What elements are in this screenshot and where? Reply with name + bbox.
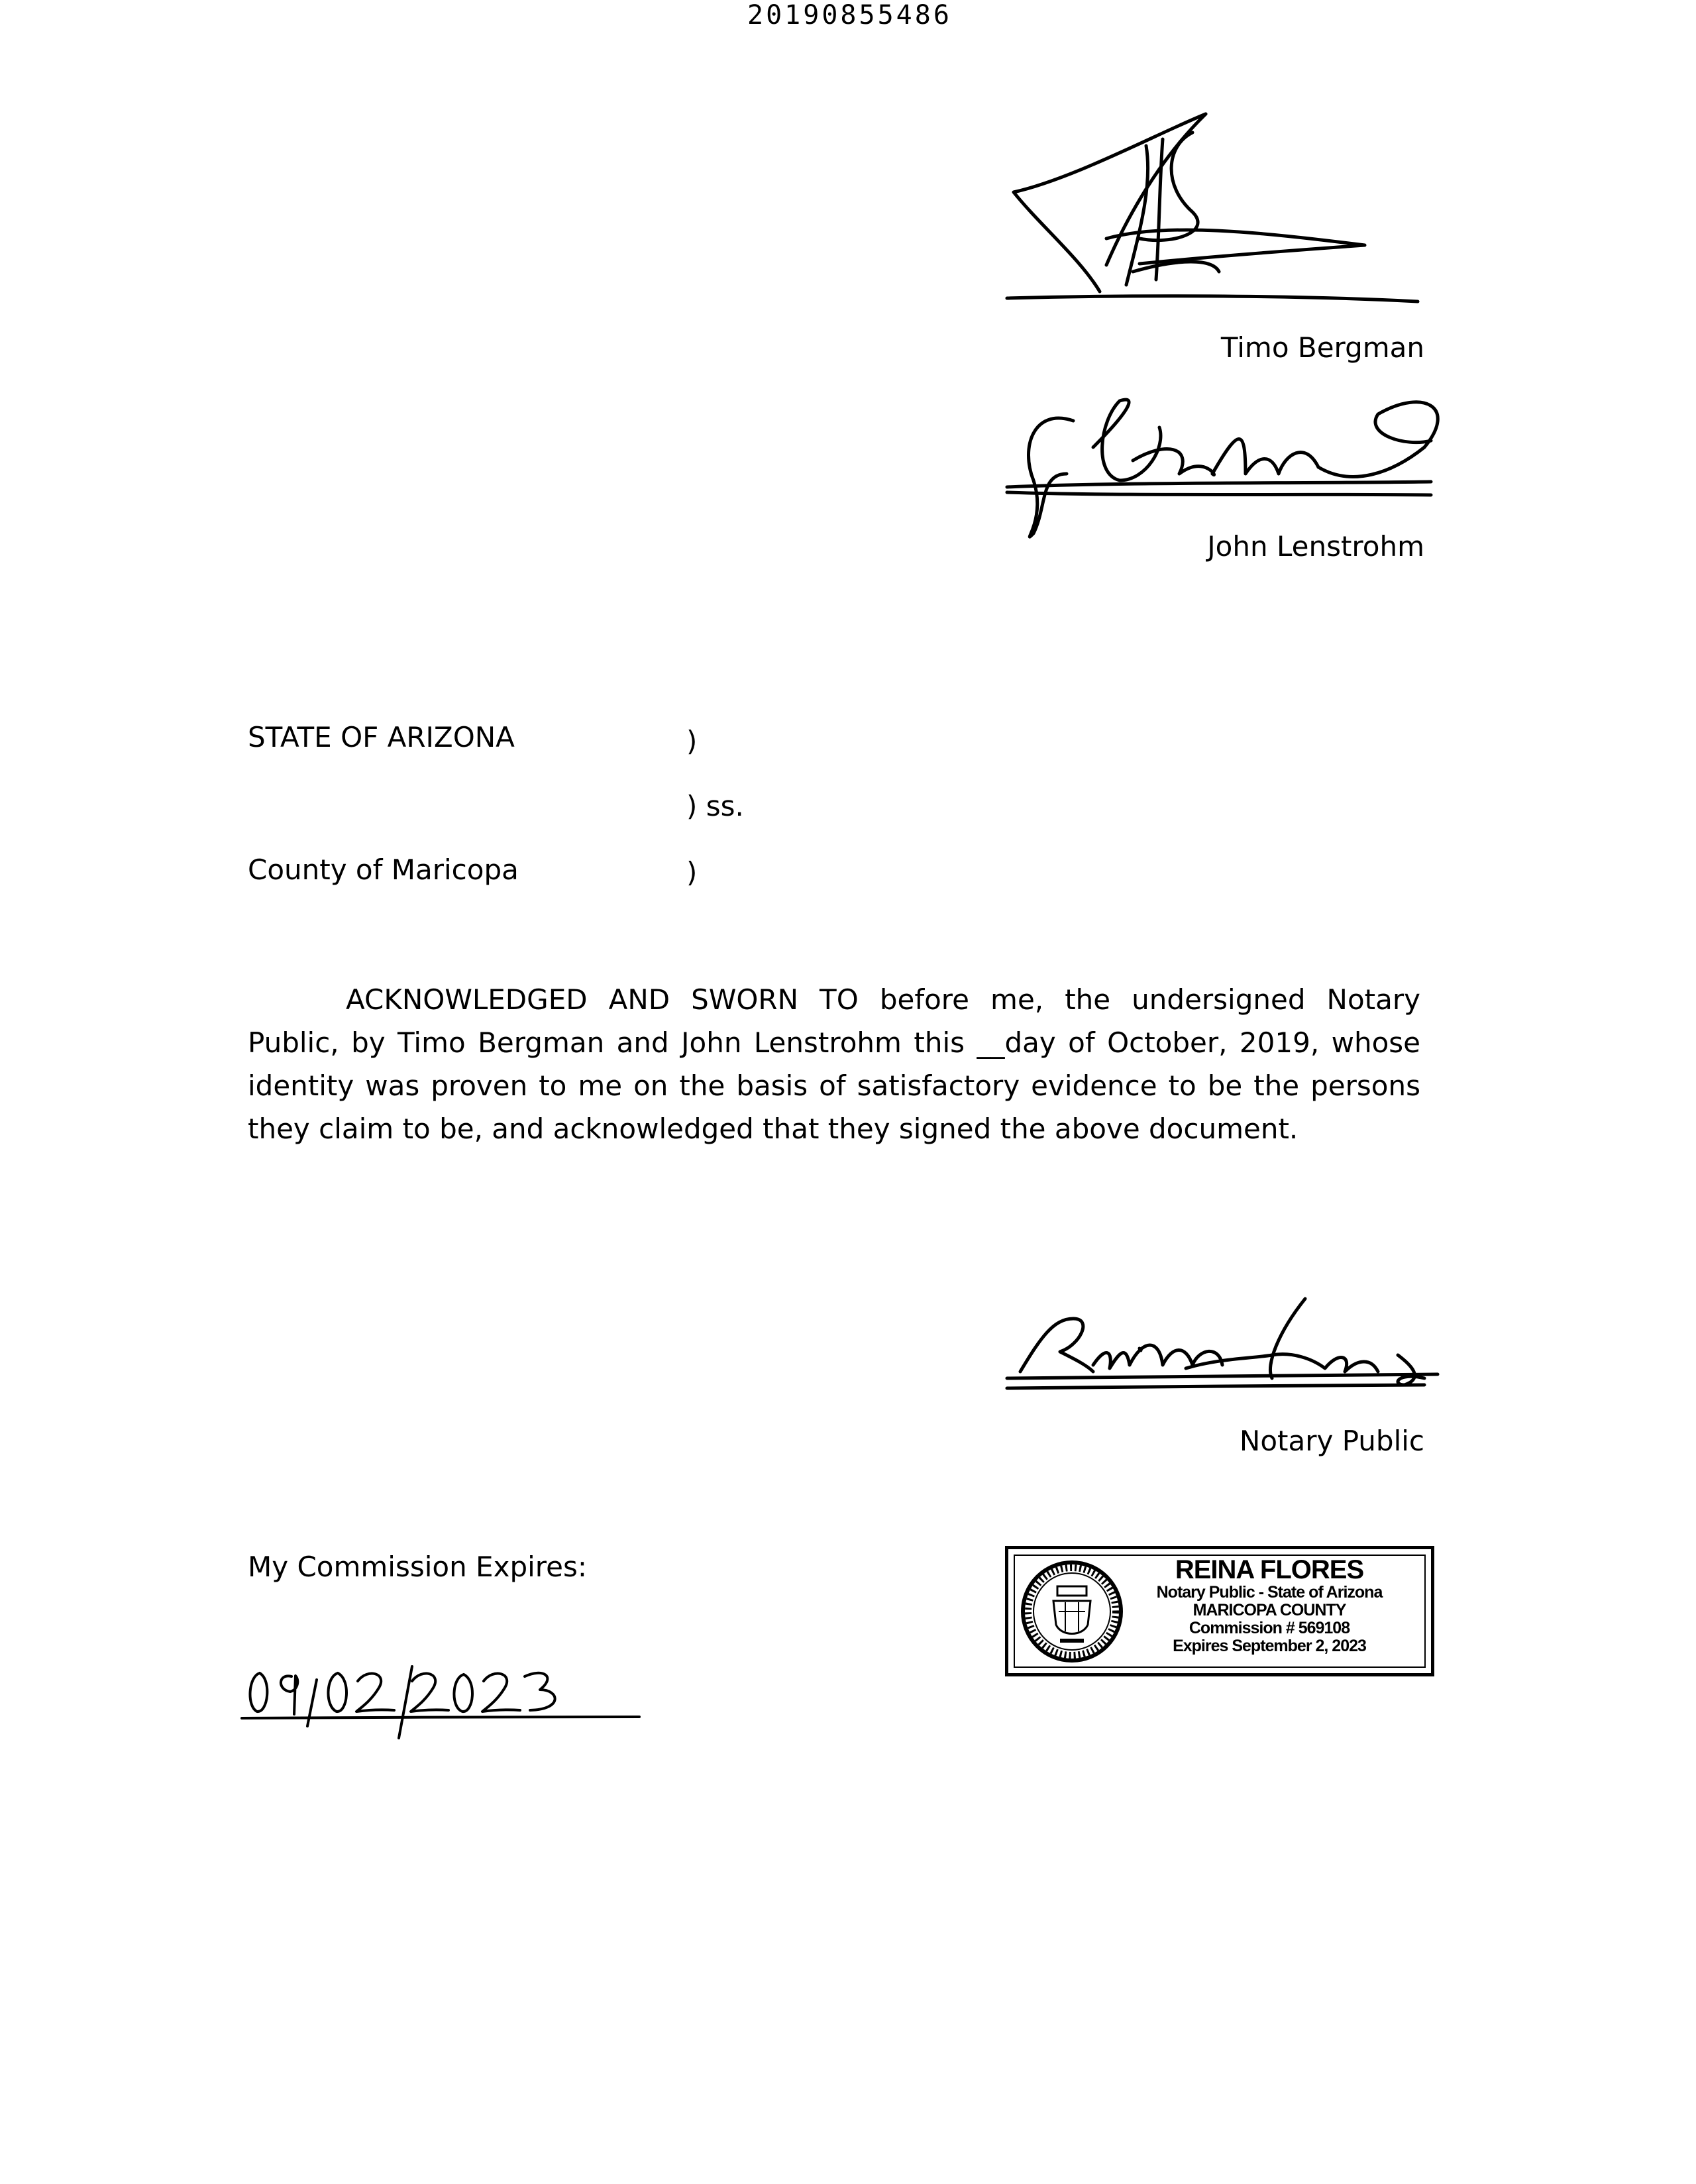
commission-expires-label: My Commission Expires: <box>248 1551 587 1583</box>
commission-date-handwritten <box>238 1653 649 1746</box>
acknowledgment-text: ACKNOWLEDGED AND SWORN TO before me, the undersigned Notary Public, by Timo Bergman and John Lenstrohm this __day of October, 2019, whose identity was proven to me on the basis of satisfactory evidence to be the persons they claim to be, and acknowledged that they signed the above document. <box>248 983 1420 1145</box>
venue-county-label: County of Maricopa <box>248 853 519 886</box>
venue-state-label: STATE OF ARIZONA <box>248 721 515 753</box>
record-number: 20190855486 <box>747 0 952 30</box>
stamp-line-state: Notary Public - State of Arizona <box>1156 1583 1383 1602</box>
arizona-state-seal-icon <box>1019 1558 1125 1665</box>
stamp-line-county: MARICOPA COUNTY <box>1192 1601 1346 1619</box>
acknowledgment-paragraph <box>248 978 1420 1150</box>
venue-ss-paren: ) ss. <box>686 790 744 822</box>
venue-state-paren: ) <box>686 725 698 757</box>
stamp-line-expires: Expires September 2, 2023 <box>1173 1637 1366 1655</box>
notary-stamp-text <box>1124 1556 1415 1655</box>
signatory-name-timo-bergman: Timo Bergman <box>1220 331 1424 364</box>
notary-stamp <box>1005 1546 1434 1676</box>
stamp-line-commission: Commission # 569108 <box>1189 1619 1350 1637</box>
signature-john-lenstrohm <box>994 374 1444 547</box>
signature-timo-bergman <box>994 106 1444 311</box>
notary-public-title: Notary Public <box>1239 1425 1424 1457</box>
signatory-name-john-lenstrohm: John Lenstrohm <box>1207 530 1424 563</box>
venue-county-paren: ) <box>686 856 698 889</box>
notary-signature <box>1000 1292 1451 1405</box>
stamp-notary-name: REINA FLORES <box>1175 1555 1364 1584</box>
